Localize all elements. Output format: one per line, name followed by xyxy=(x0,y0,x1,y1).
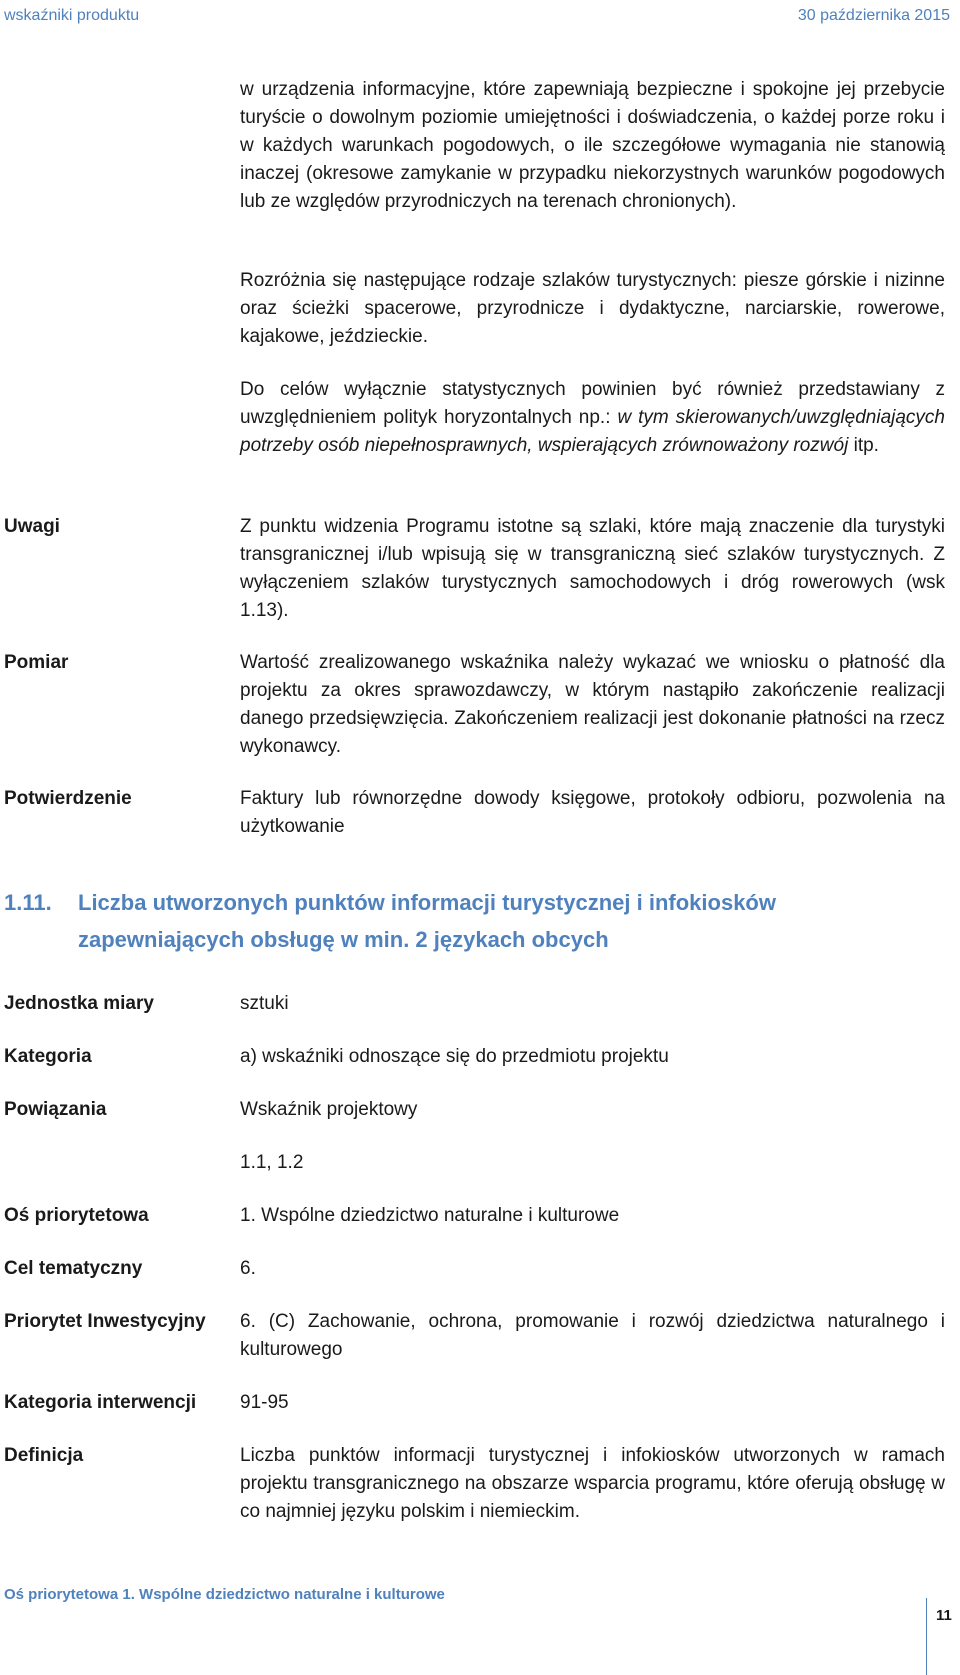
label-cel-tematyczny: Cel tematyczny xyxy=(4,1258,143,1279)
value-powiazania-codes: 1.1, 1.2 xyxy=(240,1152,304,1173)
value-jednostka-miary: sztuki xyxy=(240,993,289,1014)
footer-axis-title: Oś priorytetowa 1. Wspólne dziedzictwo naturalne i kulturowe xyxy=(4,1586,445,1603)
section-number: 1.11. xyxy=(4,890,52,915)
value-definicja: Liczba punktów informacji turystycznej i infokiosków utworzonych w ramach projektu transgranicznego na obszarze wsparcia programu, które oferują obsługę w co najmniej języku polskim i niemieckim. xyxy=(240,1445,945,1522)
label-kategoria: Kategoria xyxy=(4,1046,92,1067)
label-os-priorytetowa: Oś priorytetowa xyxy=(4,1205,149,1226)
value-os-priorytetowa: 1. Wspólne dziedzictwo naturalne i kulturowe xyxy=(240,1205,620,1226)
section-title: Liczba utworzonych punktów informacji turystycznej i infokiosków zapewniających obsługę w min. 2 językach obcych xyxy=(78,890,776,952)
label-definicja: Definicja xyxy=(4,1445,84,1466)
label-jednostka-miary: Jednostka miary xyxy=(4,993,154,1014)
header-date: 30 października 2015 xyxy=(797,7,950,24)
value-cel-tematyczny: 6. xyxy=(240,1258,256,1279)
value-pomiar: Wartość zrealizowanego wskaźnika należy wykazać we wniosku o płatność dla projektu za okres sprawozdawczy, w którym nastąpiło zakończenie realizacji danego przedsięwzięcia. Zakończeniem realizacji jest dokonanie płatności na rzecz wykonawcy. xyxy=(240,652,945,757)
value-uwagi: Z punktu widzenia Programu istotne są szlaki, które mają znaczenie dla turystyki transgranicznej i/lub wpisują się w transgraniczną sieć szlaków turystycznych. Z wyłączeniem szlaków turystycznych samochodowych i dróg rowerowych (wsk 1.13). xyxy=(240,516,945,621)
value-priorytet-inwestycyjny: 6. (C) Zachowanie, ochrona, promowanie i rozwój dziedzictwa naturalnego i kulturowego xyxy=(240,1311,945,1360)
header-left-title: wskaźniki produktu xyxy=(4,7,140,24)
label-kategoria-interwencji: Kategoria interwencji xyxy=(4,1392,197,1413)
label-priorytet-inwestycyjny: Priorytet Inwestycyjny xyxy=(4,1311,206,1332)
value-kategoria: a) wskaźniki odnoszące się do przedmiotu projektu xyxy=(240,1046,669,1067)
paragraph-statistics xyxy=(240,376,945,460)
statistics-italic-text: w tym skierowanych/uwzględniających potrzeby osób niepełnosprawnych, wspierających zrównoważony rozwój xyxy=(240,407,945,456)
label-pomiar: Pomiar xyxy=(4,652,69,673)
label-powiazania: Powiązania xyxy=(4,1099,107,1120)
statistics-text: Do celów wyłącznie statystycznych powinien być również przedstawiany z uwzględnieniem polityk horyzontalnych np.: xyxy=(240,379,945,428)
paragraph-trail-definition: w urządzenia informacyjne, które zapewniają bezpieczne i spokojne jej przebycie turyście o dowolnym poziomie umiejętności i doświadczenia, o każdej porze roku i w każdych warunkach pogodowych, o ile szczegółowe wymagania nie stanowią inaczej (okresowe zamykanie w przypadku niekorzystnych warunków pogodowych lub ze względów przyrodniczych na terenach chronionych). xyxy=(240,79,945,212)
paragraph-trail-types: Rozróżnia się następujące rodzaje szlaków turystycznych: piesze górskie i nizinne oraz ścieżki spacerowe, przyrodnicze i dydaktyczne, narciarskie, rowerowe, kajakowe, jeździeckie. xyxy=(240,270,945,347)
value-powiazania: Wskaźnik projektowy xyxy=(240,1099,418,1120)
label-potwierdzenie: Potwierdzenie xyxy=(4,788,132,809)
page-number: 11 xyxy=(936,1607,952,1624)
value-potwierdzenie: Faktury lub równorzędne dowody księgowe, protokoły odbioru, pozwolenia na użytkowanie xyxy=(240,788,945,837)
statistics-end-text: itp. xyxy=(848,435,879,456)
label-uwagi: Uwagi xyxy=(4,516,60,537)
value-kategoria-interwencji: 91-95 xyxy=(240,1392,289,1413)
